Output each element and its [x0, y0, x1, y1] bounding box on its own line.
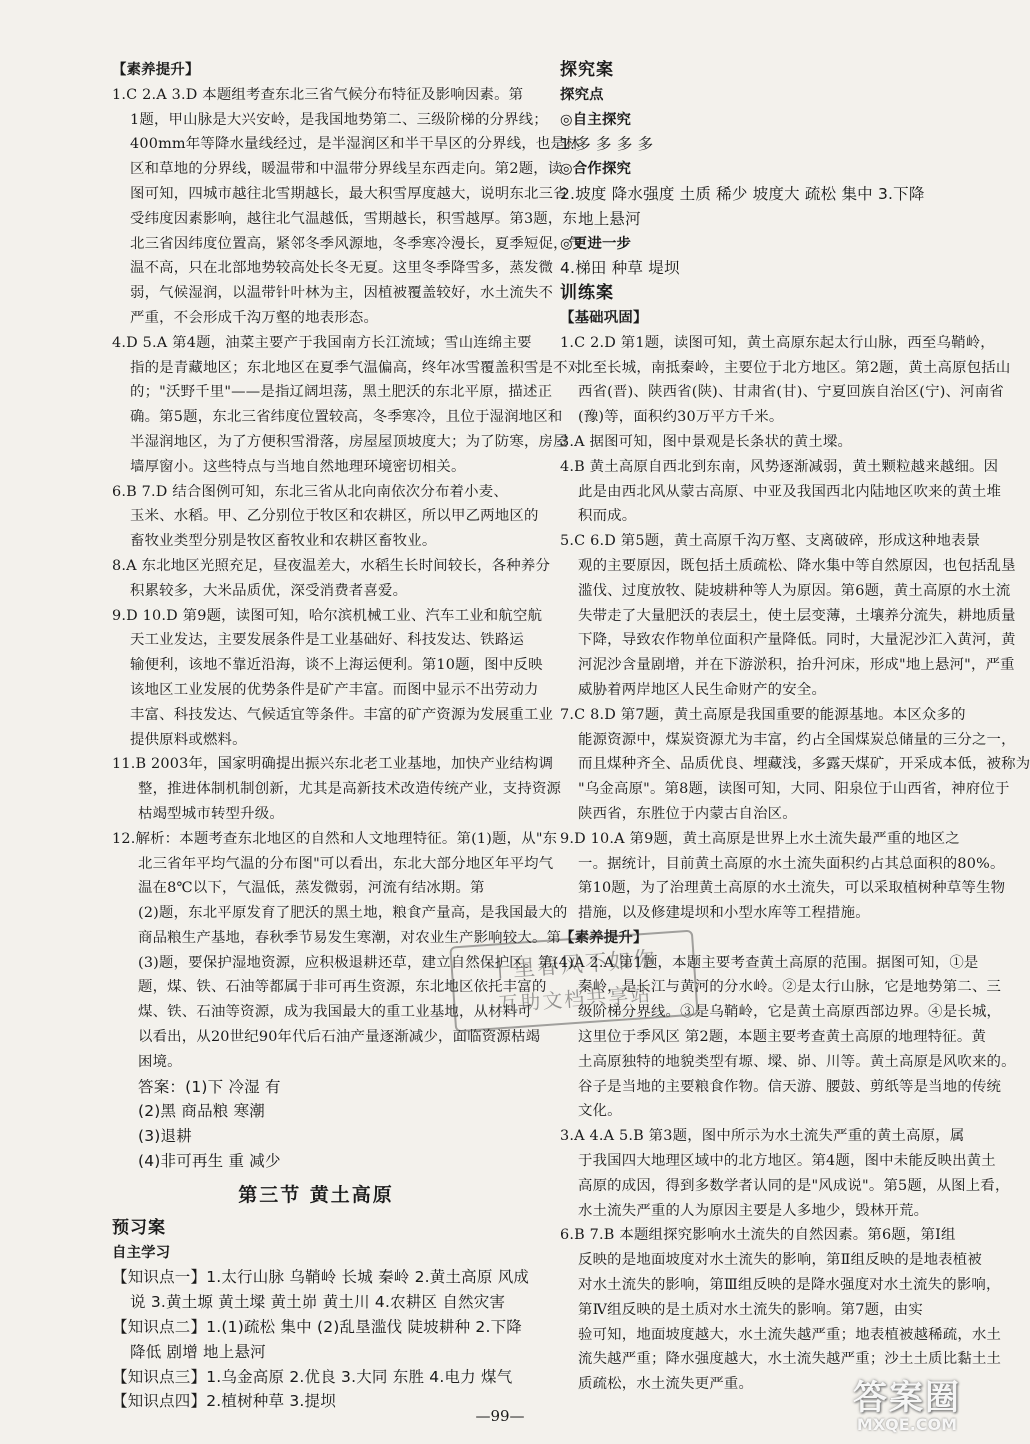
right-line: 这里位于季风区 第2题，本题主要考查黄土高原的地理特征。黄	[578, 1029, 987, 1046]
left-line: 弱，气候湿润，以温带针叶林为主，因植被覆盖较好，水土流失不	[130, 285, 554, 302]
left-line: 半湿润地区，为了方便积雪滑落，房屋屋顶坡度大；为了防寒，房屋	[130, 433, 568, 450]
left-line: 400mm年等降水量线经过，是半湿润区和半干旱区的分界线，也是林	[130, 136, 580, 153]
left-line: 的；"沃野千里"——是指辽阔坦荡，黑土肥沃的东北平原，描述正	[130, 384, 553, 401]
subsection-heading: ◎更进一步	[560, 234, 632, 252]
answer-line: 答案：(1)下 冷湿 有	[138, 1077, 281, 1096]
right-line: 此是由西北风从蒙古高原、中亚及我国西北内陆地区吹来的黄土堆	[578, 483, 1002, 500]
right-line: 谷子是当地的主要粮食作物。信天游、腰鼓、剪纸等是当地的传统	[578, 1078, 1002, 1095]
right-line: 第10题，为了治理黄土高原的水土流失，可以采取植树种草等生物	[578, 880, 1006, 897]
left-line: 北三省因纬度位置高，紧邻冬季风源地，冬季寒冷漫长，夏季短促，气	[130, 235, 583, 252]
section-heading: 训练案	[560, 283, 614, 304]
left-line: 11.B 2003年，国家明确提出振兴东北老工业基地，加快产业结构调	[112, 756, 554, 773]
left-line: 4.D 5.A 第4题，油菜主要产于我国南方长江流域；雪山连绵主要	[112, 334, 532, 351]
right-line: 3.A 据图可知，图中景观是长条状的黄土墚。	[560, 433, 853, 450]
subsection-heading: 探究点	[560, 85, 604, 103]
answer-line: 2.坡度 降水强度 土质 稀少 坡度大 疏松 集中 3.下降	[560, 184, 925, 203]
right-line: 质疏松，水土流失更严重。	[578, 1376, 754, 1393]
left-line: 确。第5题，东北三省纬度位置较高，冬季寒冷，且位于湿润地区和	[130, 409, 563, 426]
knowledge-line: 【知识点二】1.(1)疏松 集中 (2)乱垦滥伐 陡坡耕种 2.下降	[112, 1318, 522, 1337]
right-line: 5.C 6.D 第5题，黄土高原千沟万壑、支离破碎，形成这种地表景	[560, 533, 981, 550]
left-line: 畜牧业类型分别是牧区畜牧业和农耕区畜牧业。	[130, 533, 437, 550]
left-line: 丰富、科技发达、气候适宜等条件。丰富的矿产资源为发展重工业	[130, 706, 554, 723]
left-line: 整，推进体制机制创新，尤其是高新技术改造传统产业，支持资源	[138, 781, 562, 798]
answer-line: 地上悬河	[578, 209, 641, 228]
left-line: 输便利，该地不靠近沿海，谈不上海运便利。第10题，图中反映	[130, 657, 543, 674]
answer-line: (2)黑 商品粮 寒潮	[138, 1102, 266, 1121]
right-line: 威胁着两岸地区人民生命财产的安全。	[578, 681, 827, 698]
left-line: 严重，不会形成千沟万壑的地表形态。	[130, 309, 379, 326]
left-line: 积累较多，大米品质优，深受消费者喜爱。	[130, 582, 408, 599]
right-line: 河泥沙含量剧增，并在下游淤积，抬升河床，形成"地上悬河"，严重	[578, 657, 1015, 674]
left-line: 枯竭型城市转型升级。	[138, 805, 284, 822]
left-line: 该地区工业发展的优势条件是矿产丰富。而图中显示不出劳动力	[130, 681, 539, 698]
right-line: 失带走了大量肥沃的表层土，使土层变薄，土壤养分流失，耕地质量	[578, 607, 1016, 624]
left-line: 12.解析：本题考查东北地区的自然和人文地理特征。第(1)题，从"东	[112, 830, 558, 847]
subsection-heading: 【基础巩固】	[560, 308, 648, 326]
right-line: 3.A 4.A 5.B 第3题，图中所示为水土流失严重的黄土高原，属	[560, 1128, 965, 1145]
answer-line: (4)非可再生 重 减少	[138, 1152, 281, 1171]
right-line: 7.C 8.D 第7题，黄土高原是我国重要的能源基地。本区众多的	[560, 706, 966, 723]
left-line: 区和草地的分界线，暖温带和中温带分界线呈东西走向。第2题，读	[130, 161, 563, 178]
left-line: 温不高，只在北部地势较高处长冬无夏。这里冬季降雪多，蒸发微	[130, 260, 554, 277]
left-line: 提供原料或燃料。	[130, 731, 247, 748]
right-line: 级阶梯分界线。③是乌鞘岭，它是黄土高原西部边界。④是长城，	[578, 1004, 1002, 1021]
right-line: 措施，以及修建堤坝和小型水库等工程措施。	[578, 905, 870, 922]
right-line: 1.C 2.D 第1题，读图可知，黄土高原东起太行山脉，西至乌鞘岭，	[560, 334, 995, 351]
left-line: 温在8℃以下，气温低，蒸发微弱，河流有结冰期。第	[138, 880, 485, 897]
answer-line: (3)退耕	[138, 1127, 192, 1146]
right-line: 观的主要原因，既包括土质疏松、降水集中等自然原因，也包括乱垦	[578, 557, 1016, 574]
subsection-heading: 自主学习	[112, 1243, 171, 1261]
left-line: 1题，甲山脉是大兴安岭，是我国地势第二、三级阶梯的分界线；	[130, 111, 548, 128]
right-line: 而且煤种齐全、品质优良、埋藏浅，多露天煤矿，开采成本低，被称为	[578, 756, 1030, 773]
right-line: 滥伐、过度放牧、陡坡耕种等人为原因。第6题，黄土高原的水土流	[578, 582, 1011, 599]
left-line: 受纬度因素影响，越往北气温越低，雪期越长，积雪越厚。第3题，东	[130, 210, 578, 227]
right-line: 流失越严重；降水强度越大，水土流失越严重；沙土土质比黏土土	[578, 1351, 1002, 1368]
right-line: 土高原独特的地貌类型有塬、墚、峁、川等。黄土高原是风吹来的。	[578, 1053, 1016, 1070]
left-line: 9.D 10.D 第9题，读图可知，哈尔滨机械工业、汽车工业和航空航	[112, 607, 543, 624]
right-column	[560, 58, 1030, 1397]
left-line: 【素养提升】	[112, 61, 200, 78]
right-line: 6.B 7.B 本题组探究影响水土流失的自然因素。第6题，第Ⅰ组	[560, 1227, 956, 1244]
site-logo	[822, 1370, 992, 1440]
right-line: 西省(晋)、陕西省(陕)、甘肃省(甘)、宁夏回族自治区(宁)、河南省	[578, 384, 1004, 401]
right-line: 验可知，地面坡度越大，水土流失越严重；地表植被越稀疏，水土	[578, 1326, 1002, 1343]
knowledge-line: 【知识点四】2.植树种草 3.提坝	[112, 1392, 336, 1411]
left-line: 图可知，四城市越往北雪期越长，最大积雪厚度越大，说明东北三省	[130, 185, 568, 202]
right-line: 能源资源中，煤炭资源尤为丰富，约占全国煤炭总储量的三分之一，	[578, 731, 1016, 748]
subsection-heading: ◎自主探究	[560, 110, 632, 128]
left-line: 指的是青藏地区；东北地区在夏季气温偏高，终年冰雪覆盖积雪是不对	[130, 359, 583, 376]
subsection-heading: 【素养提升】	[560, 928, 648, 946]
right-line: 一。据统计，目前黄土高原的水土流失面积约占其总面积的80%。	[578, 855, 1005, 872]
stamp-line-2: 互助文档共享站	[497, 981, 653, 1017]
left-line: 题，煤、铁、石油等都属于非可再生资源，东北地区依托丰富的	[138, 979, 547, 996]
right-line: 下降，导致农作物单位面积产量降低。同时，大量泥沙汇入黄河，黄	[578, 632, 1016, 649]
answer-line: 4.梯田 种草 堤坝	[560, 259, 680, 278]
left-line: 商品粮生产基地，春秋季节易发生寒潮，对农业生产影响较大。第	[138, 929, 562, 946]
left-line: 北三省年平均气温的分布图"可以看出，东北大部分地区年平均气	[138, 855, 554, 872]
left-line: 1.C 2.A 3.D 本题组考查东北三省气候分布特征及影响因素。第	[112, 86, 524, 103]
right-line: 9.D 10.A 第9题，黄土高原是世界上水土流失最严重的地区之	[560, 830, 960, 847]
knowledge-line: 【知识点一】1.太行山脉 乌鞘岭 长城 秦岭 2.黄土高原 风成	[112, 1268, 530, 1287]
section-title: 第三节 黄土高原	[238, 1183, 394, 1206]
right-line: 文化。	[578, 1103, 622, 1120]
left-line: 以看出，从20世纪90年代后石油产量逐渐减少，面临资源枯竭	[138, 1029, 541, 1046]
knowledge-line: 说 3.黄土塬 黄土墚 黄土峁 黄土川 4.农耕区 自然灾害	[130, 1293, 506, 1312]
watermark-stamp	[449, 930, 698, 1033]
right-line: 北至长城，南抵秦岭，主要位于北方地区。第2题，黄土高原包括山	[578, 359, 1011, 376]
right-line: 积而成。	[578, 508, 637, 525]
logo-sub-text: MXQE.COM	[856, 1415, 958, 1434]
section-heading: 探究案	[560, 60, 614, 80]
right-line: 水土流失严重的人为原因主要是人多地少，毁林开荒。	[578, 1202, 929, 1219]
right-line: 于我国四大地理区域中的北方地区。第4题，图中未能反映出黄土	[578, 1153, 996, 1170]
answer-line: 1.多 多 多 多	[560, 135, 654, 154]
section-heading: 预习案	[112, 1217, 166, 1238]
left-line: 8.A 东北地区光照充足，昼夜温差大，水稻生长时间较长，各种养分	[112, 557, 551, 574]
right-line: 秦岭，是长江与黄河的分水岭。②是太行山脉，它是地势第二、三	[578, 979, 1002, 996]
left-line: 墙厚窗小。这些特点与当地自然地理环境密切相关。	[130, 458, 466, 475]
right-line: 1.A 2.A 第1题，本题主要考查黄土高原的范围。据图可知，①是	[560, 954, 979, 971]
knowledge-line: 【知识点三】1.乌金高原 2.优良 3.大同 东胜 4.电力 煤气	[112, 1367, 513, 1386]
left-line: 6.B 7.D 结合图例可知，东北三省从北向南依次分布着小麦、	[112, 483, 508, 500]
stamp-line-1: 十里春风不如你	[488, 947, 658, 984]
left-line: 天工业发达，主要发展条件是工业基础好、科技发达、铁路运	[130, 632, 524, 649]
page-number: —99—	[475, 1407, 525, 1425]
knowledge-line: 降低 剧增 地上悬河	[130, 1342, 266, 1361]
logo-main-text: 答案圈	[853, 1378, 961, 1418]
left-line: (2)题，东北平原发育了肥沃的黑土地，粮食产量高，是我国最大的	[138, 905, 568, 922]
right-line: (豫)等，面积约30万平方千米。	[578, 409, 784, 426]
right-line: 4.B 黄土高原自西北到东南，风势逐渐减弱，黄土颗粒越来越细。因	[560, 458, 999, 475]
right-line: 第Ⅳ组反映的是土质对水土流失的影响。第7题，由实	[578, 1301, 923, 1318]
right-line: "乌金高原"。第8题，读图可知，大同、阳泉位于山西省，神府位于	[578, 781, 1010, 798]
left-line: 煤、铁、石油等资源，成为我国最大的重工业基地，从材料可	[138, 1004, 532, 1021]
right-line: 对水土流失的影响，第Ⅲ组反映的是降水强度对水土流失的影响，	[578, 1277, 1001, 1294]
right-line: 高原的成因，得到多数学者认同的是"风成说"。第5题，从图上看，	[578, 1177, 1010, 1194]
left-line: 困境。	[138, 1053, 182, 1070]
right-line: 陕西省，东胜位于内蒙古自治区。	[578, 805, 797, 822]
left-line: 玉米、水稻。甲、乙分别位于牧区和农耕区，所以甲乙两地区的	[130, 508, 539, 525]
left-line: (3)题，要保护湿地资源，应积极退耕还草，建立自然保护区。第(4)	[138, 954, 574, 971]
right-line: 反映的是地面坡度对水土流失的影响，第Ⅱ组反映的是地表植被	[578, 1252, 982, 1269]
subsection-heading: ◎合作探究	[560, 160, 632, 178]
